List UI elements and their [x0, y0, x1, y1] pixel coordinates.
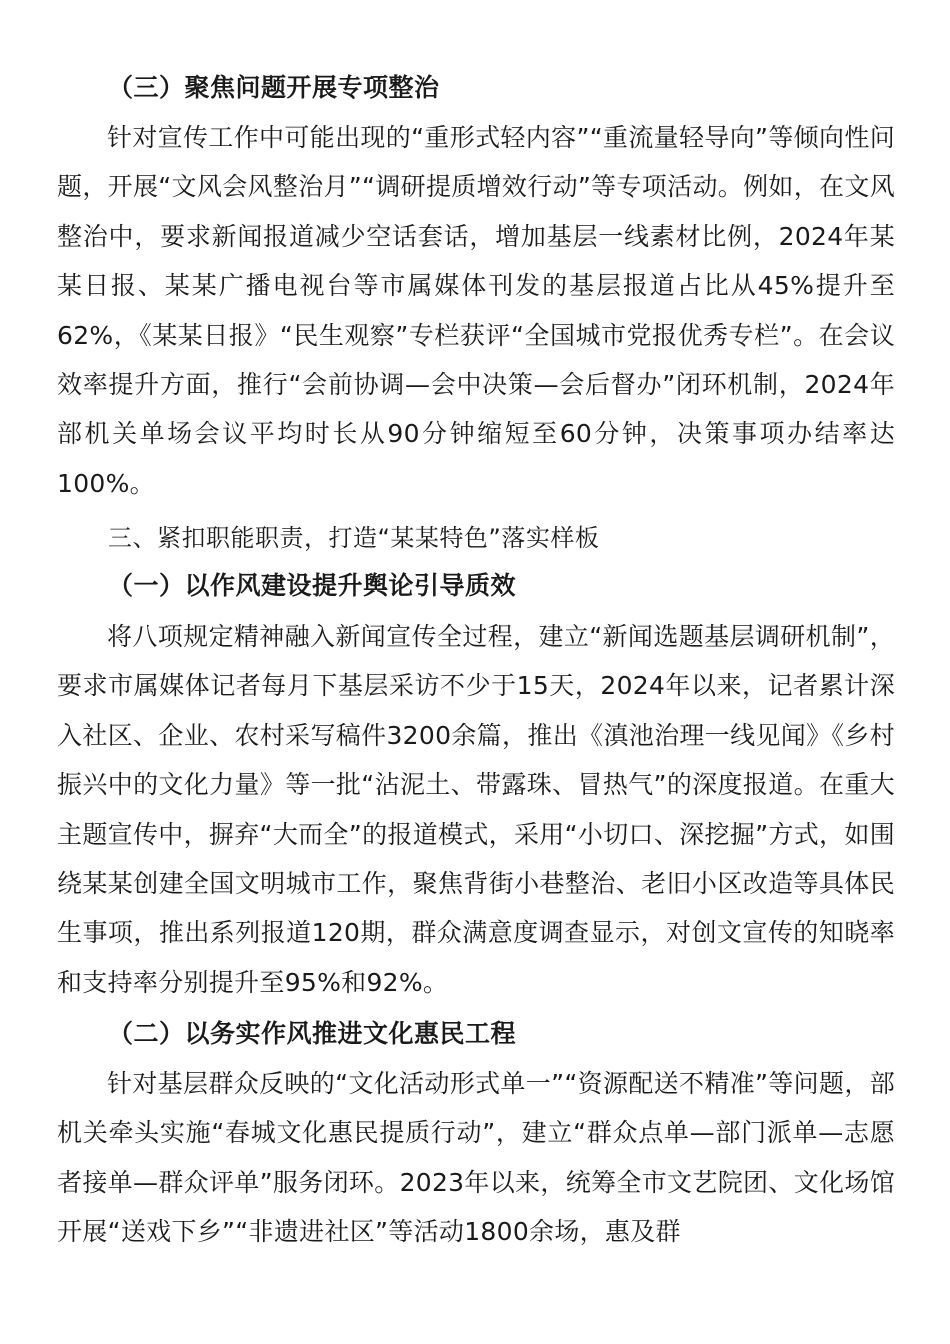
- paragraph-public-opinion: 将八项规定精神融入新闻宣传全过程，建立“新闻选题基层调研机制”，要求市属媒体记者每月下基层采访不少于15天，2024年以来，记者累计深入社区、企业、农村采写稿件3200余篇，推出《滇池治理一线见闻》《乡村振兴中的文化力量》等一批“沾泥土、带露珠、冒热气”的深度报道。在重大主题宣传中，摒弃“大而全”的报道模式，采用“小切口、深挖掘”方式，如围绕某某创建全国文明城市工作，聚焦背街小巷整治、老旧小区改造等具体民生事项，推出系列报道120期，群众满意度调查显示，对创文宣传的知晓率和支持率分别提升至95%和92%。: [57, 622, 895, 997]
- section-title-three: 三、紧扣职能职责，打造“某某特色”落实样板: [108, 524, 600, 552]
- paragraph-special-rectification: 针对宣传工作中可能出现的“重形式轻内容”“重流量轻导向”等倾向性问题，开展“文风会风整治月”“调研提质增效行动”等专项活动。例如，在文风整治中，要求新闻报道减少空话套话，增加基层一线素材比例，2024年某某日报、某某广播电视台等市属媒体刊发的基层报道占比从45%提升至62%，《某某日报》“民生观察”专栏获评“全国城市党报优秀专栏”。在会议效率提升方面，推行“会前协调—会中决策—会后督办”闭环机制，2024年部机关单场会议平均时长从90分钟缩短至60分钟，决策事项办结率达100%。: [57, 123, 895, 498]
- heading-cultural-benefit: （二）以务实作风推进文化惠民工程: [108, 1019, 517, 1048]
- paragraph-cultural-benefit: 针对基层群众反映的“文化活动形式单一”“资源配送不精准”等问题，部机关牵头实施“春城文化惠民提质行动”，建立“群众点单—部门派单—志愿者接单—群众评单”服务闭环。2023年以来，统筹全市文艺院团、文化场馆开展“送戏下乡”“非遗进社区”等活动1800余场，惠及群: [57, 1069, 895, 1247]
- heading-public-opinion: （一）以作风建设提升舆论引导质效: [108, 571, 517, 600]
- heading-focus-special-rectification: （三）聚焦问题开展专项整治: [108, 73, 440, 102]
